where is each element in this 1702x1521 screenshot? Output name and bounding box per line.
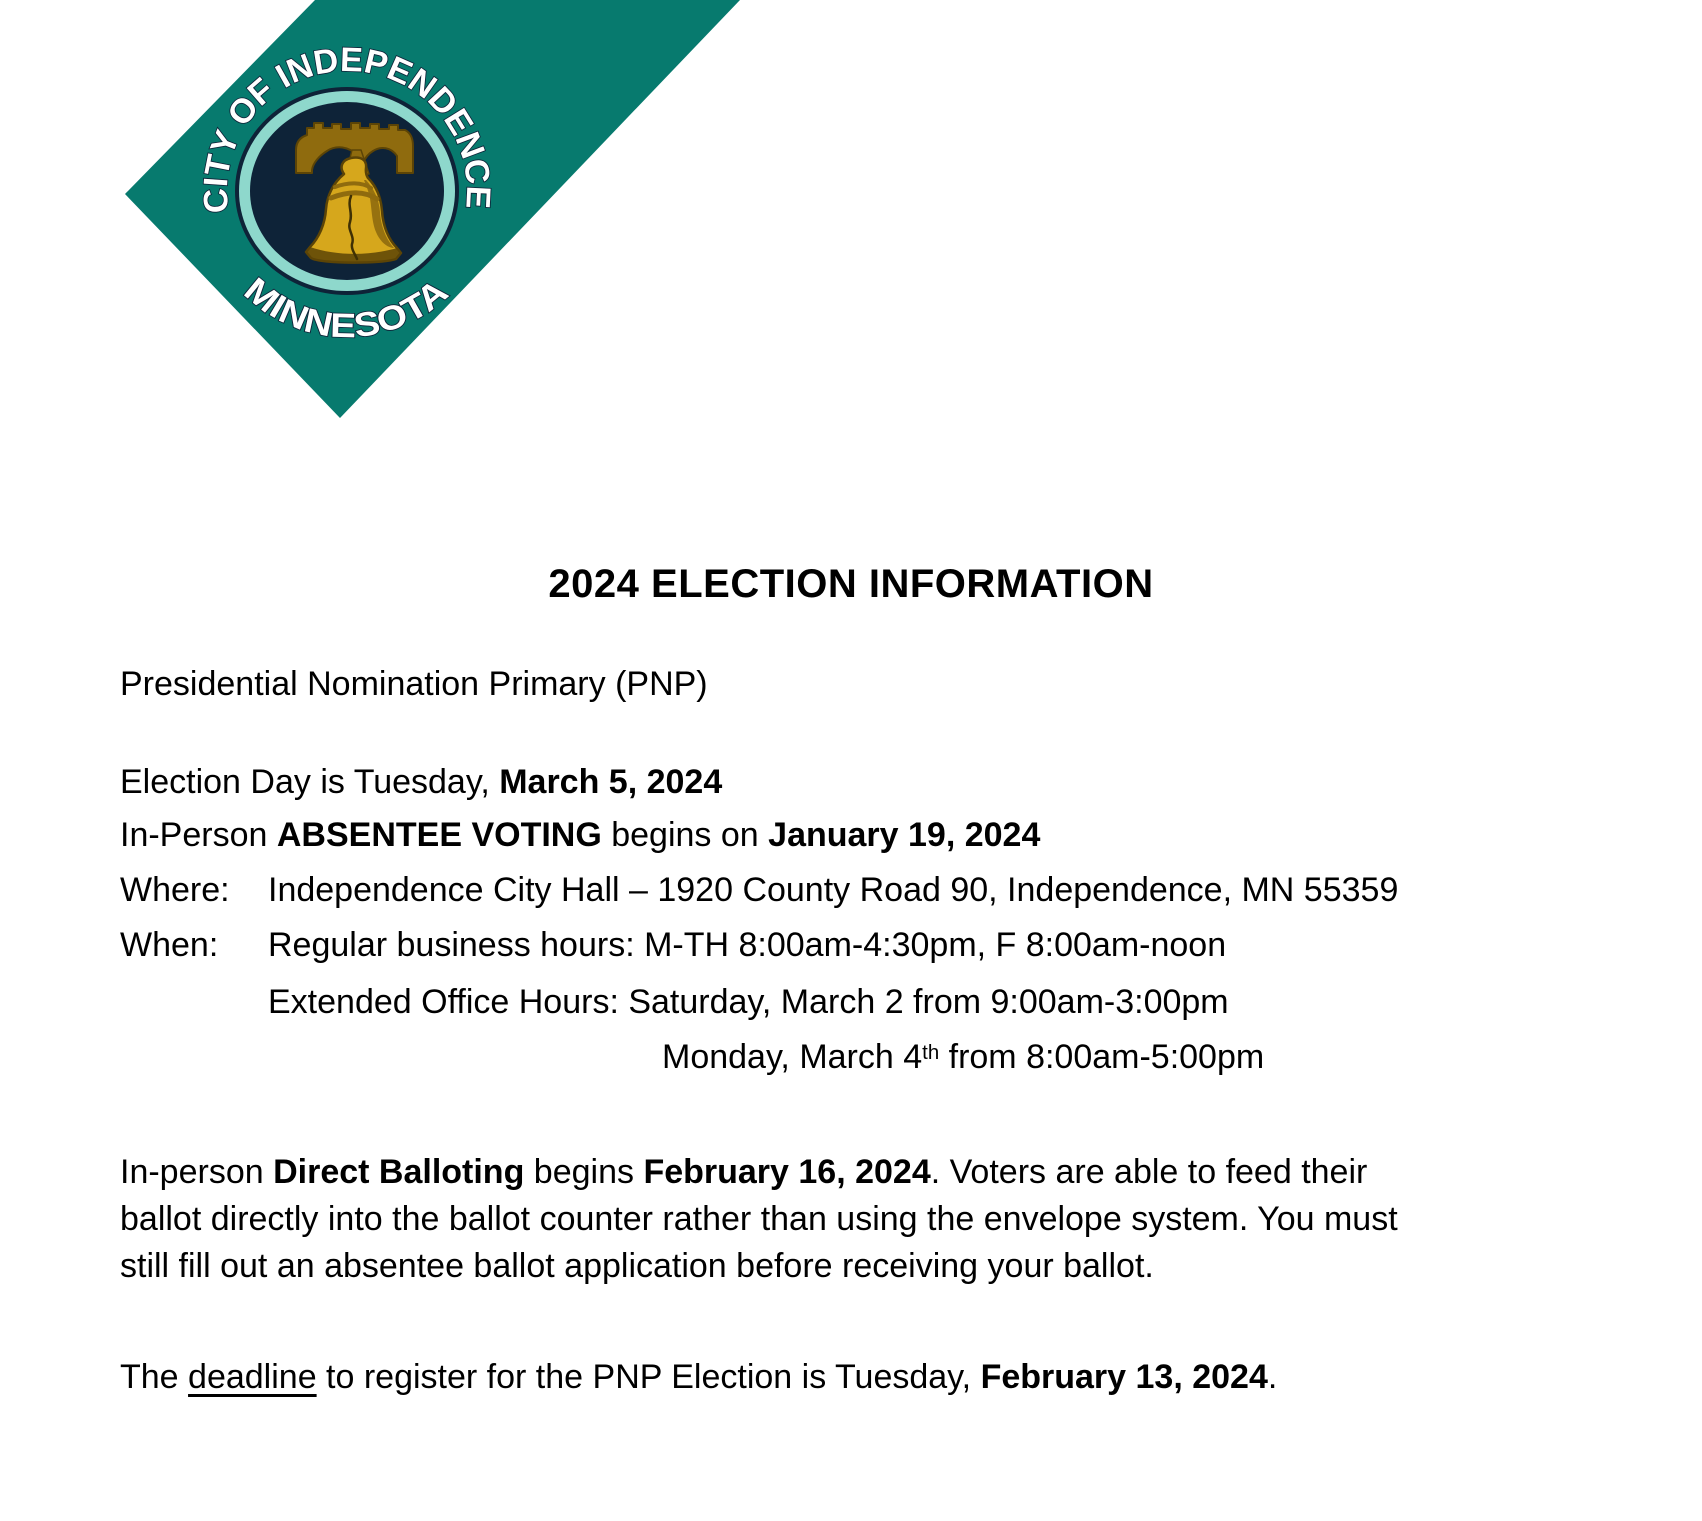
where-text: Independence City Hall – 1920 County Road 90, Independence, MN 55359	[268, 871, 1399, 909]
page-title: 2024 ELECTION INFORMATION	[548, 562, 1154, 606]
seal-top-text: CITY OF INDEPENDENCE	[196, 40, 498, 215]
when-row	[120, 925, 1226, 965]
monday-hours-line: Monday, March 4th from 8:00am-5:00pm	[662, 1038, 1265, 1076]
intro-line: Presidential Nomination Primary (PNP)	[120, 665, 708, 703]
where-label: Where:	[120, 871, 230, 909]
when-text: Regular business hours: M-TH 8:00am-4:30pm, F 8:00am-noon	[268, 926, 1227, 964]
direct-balloting-paragraph: In-person Direct Balloting begins February 16, 2024. Voters are able to feed their ballot directly into the ballot counter rather than using the envelope system. You must still fill out an absentee ballot application before receiving your ballot.	[120, 1153, 1398, 1285]
election-day-line: Election Day is Tuesday, March 5, 2024	[120, 763, 723, 801]
when-label: When:	[120, 926, 219, 964]
deadline-line: The deadline to register for the PNP Election is Tuesday, February 13, 2024.	[120, 1358, 1278, 1396]
seal-bottom-text: MINNESOTA	[236, 270, 453, 346]
where-row	[120, 870, 1398, 910]
extended-hours-line: Extended Office Hours: Saturday, March 2 from 9:00am-3:00pm	[268, 983, 1229, 1021]
city-logo	[0, 0, 760, 420]
absentee-voting-line: In-Person ABSENTEE VOTING begins on January 19, 2024	[120, 816, 1041, 854]
